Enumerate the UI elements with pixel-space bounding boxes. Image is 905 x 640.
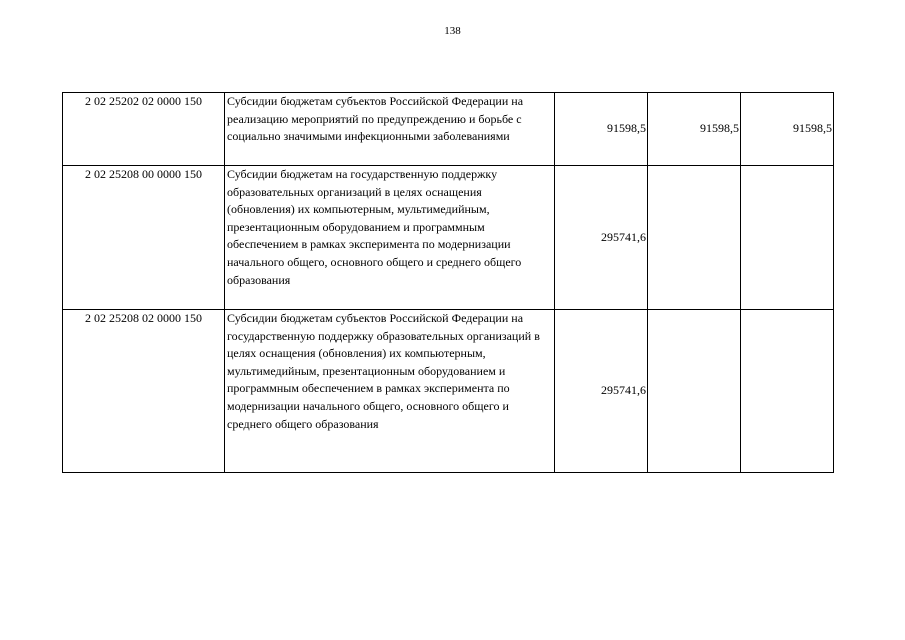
value-3: 91598,5 [793, 121, 832, 136]
value-cell-1 [555, 93, 648, 166]
value-cell-3 [741, 310, 834, 473]
description-cell: Субсидии бюджетам субъектов Российской Федерации на реализацию мероприятий по предупреждению и борьбе с социально значимыми инфекционными заболеваниями [225, 93, 555, 166]
page-number: 138 [444, 25, 461, 37]
value-cell-2 [648, 310, 741, 473]
value-cell-1 [555, 310, 648, 473]
value-2: 91598,5 [700, 121, 739, 136]
budget-code-cell: 2 02 25208 00 0000 150 [63, 166, 225, 310]
value-cell-2 [648, 93, 741, 166]
budget-table [62, 92, 834, 473]
value-cell-2 [648, 166, 741, 310]
value-cell-1 [555, 166, 648, 310]
table-row [63, 93, 834, 166]
value-1: 295741,6 [601, 229, 646, 244]
value-cell-3 [741, 166, 834, 310]
value-cell-3 [741, 93, 834, 166]
table-row [63, 310, 834, 473]
table-row [63, 166, 834, 310]
description-cell: Субсидии бюджетам на государственную поддержку образовательных организаций в целях оснащения (обновления) их компьютерным, мультимедийным, презентационным оборудованием и программным обеспечением в рамках эксперимента по модернизации начального общего, основного общего и среднего общего образования [225, 166, 555, 310]
value-1: 91598,5 [607, 121, 646, 136]
description-cell: Субсидии бюджетам субъектов Российской Федерации на государственную поддержку образовательных организаций в целях оснащения (обновления) их компьютерным, мультимедийным, презентационным оборудованием и программным обеспечением в рамках эксперимента по модернизации начального общего, основного общего и среднего общего образования [225, 310, 555, 473]
budget-code-cell: 2 02 25202 02 0000 150 [63, 93, 225, 166]
value-1: 295741,6 [601, 383, 646, 398]
budget-code-cell: 2 02 25208 02 0000 150 [63, 310, 225, 473]
